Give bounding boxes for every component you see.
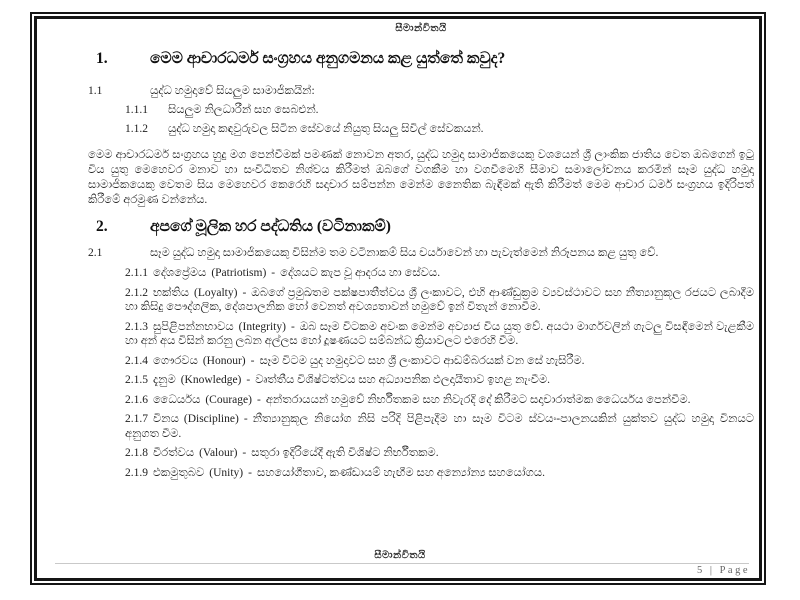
section-2-title: අපගේ මූලික හර පද්ධතිය (වටිනාකම්) [150, 218, 391, 235]
value-number: 2.1.2 [125, 286, 148, 299]
page-footer [45, 550, 755, 577]
value-desc: නීත්‍යානුකූල නියෝග නිසි පරිදි පිළිපැදීම හා සෑම විටම ස්වයං-පාලනයකින් යුක්තව යුද්ධ හමුදා විනයට අනුගත වීම. [125, 413, 754, 440]
section-2-heading [88, 216, 754, 237]
value-number: 2.1.1 [125, 267, 148, 279]
value-dash: - [248, 466, 252, 479]
clause-2-1 [88, 246, 754, 261]
value-dash: - [290, 320, 295, 333]
clause-1-1-2-text: යුද්ධ හමුදා කඳවුරුවල සිටින සේවයේ නියුතු සියලු සිවිල් සේවකයන්. [168, 123, 484, 135]
clause-1-1-text: යුද්ධ හමුදාවේ සියලුම සාමාජිකයින්: [150, 85, 315, 97]
value-desc: ඔබ සෑම විටකම අවංක මෙන්ම අව්‍යාජ විය යුතු වේ. අයථා මාර්ගවලින් ගැටලු විසඳීමෙන් වැළකීම හා අන් අය විසින් කරනු ලබන අල්ලස හෝ දූෂණයට සම්බන්ධ ක්‍රියාවලට එරෙහි වීම. [125, 320, 754, 347]
value-dash: - [242, 286, 247, 299]
value-english: (Patriotism) [211, 267, 267, 279]
clause-2-1-number: 2.1 [88, 247, 103, 259]
value-number: 2.1.6 [125, 393, 148, 406]
value-item-patriotism [125, 266, 754, 281]
clause-1-1-1 [125, 103, 754, 118]
value-dash: - [271, 267, 276, 279]
value-term: එකමුතුබව [153, 466, 205, 479]
section-2-number: 2. [96, 218, 108, 235]
value-number: 2.1.9 [125, 466, 148, 479]
value-item-loyalty [125, 286, 754, 315]
clause-2-1-text: සෑම යුද්ධ හමුදා සාමාජිකයෙකු විසින්ම තම වටිනාකම් සිය චර්යාවෙන් හා පැවැත්මෙන් නිරූපනය කළ යුතු වේ. [150, 247, 659, 259]
value-desc: දේශයට කැප වූ ආදරය හා සේවය. [280, 267, 441, 279]
value-item-courage [125, 393, 754, 408]
value-term: විනය [153, 413, 179, 425]
value-dash: - [243, 413, 248, 425]
value-item-knowledge [125, 373, 754, 388]
value-dash: - [250, 354, 255, 367]
clause-1-1-1-text: සියලුම නිලධාරීන් සහ සෙබළුන්. [168, 104, 319, 116]
scanned-page-frame [30, 12, 766, 585]
value-item-discipline [125, 412, 754, 441]
value-desc: වෘත්තීය විශිෂ්ටත්වය සහ අධ්‍යාපනික ඵලදායීතාව ඉහළ නැංවීම. [255, 374, 551, 386]
document-page [34, 16, 762, 581]
section-1-number: 1. [96, 50, 108, 67]
value-number: 2.1.3 [125, 320, 148, 333]
clause-1-1-1-number: 1.1.1 [125, 104, 148, 116]
value-term: දේශප්‍රේමය [153, 267, 207, 279]
value-english: (Integrity) [238, 320, 286, 333]
classification-footer: සීමාන්විතයි [374, 550, 426, 561]
value-number: 2.1.4 [125, 354, 148, 367]
value-english: (Courage) [205, 393, 252, 406]
value-item-unity [125, 466, 754, 481]
value-term: වීරත්වය [153, 447, 195, 459]
section-1-heading [88, 48, 754, 69]
section-1-title: මෙම ආචාරධර්ම සංග්‍රහය අනුගමනය කළ යුත්තේ කවුද? [150, 50, 506, 67]
footer-divider [55, 563, 749, 564]
value-item-valour [125, 446, 754, 461]
value-desc: සෑම විටම යුද හමුදාවට සහ ශ්‍රී ලංකාවට ආඩම්බරයක් වන සේ හැසිරීම. [259, 354, 585, 367]
value-desc: අන්තරායයන් හමුවේ නිර්භීතකම සහ නිවැරදි දේ කිරීමට සදාචාරාත්මක ධෛර්යය පෙන්වීම. [265, 393, 691, 406]
value-english: (Honour) [202, 354, 246, 367]
value-item-honour [125, 354, 754, 369]
clause-1-1-2-number: 1.1.2 [125, 123, 148, 135]
value-desc: ඔබගේ ප්‍රමුඛතම පක්ෂපාතීත්වය ශ්‍රී ලංකාවට, එහි ආණ්ඩුක්‍රම ව්‍යවස්ථාවට සහ නීත්‍යානුකූල රජයට ලබාදීම හා කිසිදු පෞද්ගලික, දේශපාලනික හෝ වෙනත් අවශ්‍යතාවන් හමුවේ ඉන් විතැන් නොවීම. [125, 286, 754, 313]
section-1-paragraph: මෙම ආචාරධර්ම සංග්‍රහය හුදු මග පෙන්වීමක් පමණක් නොවන අතර, යුද්ධ හමුදා සාමාජිකයෙකු වශයෙන් ශ්‍රී ලාංකික ජාතිය වෙත ඔබගෙන් ඉටු විය යුතු මෙහෙවර මනාව හා සංවිධිතව නිශ්චය කිරීමත් ඔබගේ වගකීම හා වගවීමෙහි සීමාව සමාලෝචනය කරමින් සෑම යුද්ධ හමුදා සාමාජිකයෙකු වෙතම සිය මෙහෙවර කෙරෙහි සදාචාර සම්පන්න මෙන්ම නෛතික බැඳීමක් ඇති කිරීමත් මෙම ආචාර ධර්ම සංග්‍රහය ඉදිරිපත් කිරීමේ අරමුණ වන්නේය. [88, 149, 754, 206]
value-english: (Valour) [199, 447, 238, 459]
value-dash: - [256, 393, 261, 406]
value-number: 2.1.7 [125, 413, 148, 425]
value-term: ගෞරවය [153, 354, 198, 367]
value-desc: සතුරා ඉදිරියේදී ඇති විශිෂ්ට නිර්භීතකම. [251, 447, 439, 459]
value-dash: - [242, 447, 247, 459]
value-item-integrity [125, 320, 754, 349]
value-desc: සහයෝගීතාව, කණ්ඩායම් හැඟීම සහ අන්‍යෝන්‍ය සහයෝගය. [256, 466, 545, 479]
clause-1-1 [88, 84, 754, 99]
classification-header: සීමාන්විතයි [395, 23, 447, 34]
clause-1-1-2 [125, 122, 754, 137]
value-term: දැනුම [153, 374, 176, 386]
value-number: 2.1.5 [125, 374, 148, 386]
value-english: (Knowledge) [180, 374, 242, 386]
value-english: (Loyalty) [194, 286, 238, 299]
value-term: භක්තිය [153, 286, 189, 299]
value-dash: - [246, 374, 251, 386]
clause-1-1-number: 1.1 [88, 85, 103, 97]
page-number: 5 | Page [696, 565, 750, 576]
value-english: (Unity) [209, 466, 244, 479]
value-number: 2.1.8 [125, 447, 148, 459]
value-english: (Discipline) [183, 413, 239, 425]
value-term: සුපිළිපන්නභාවය [153, 320, 234, 333]
value-term: ධෛර්යය [153, 393, 201, 406]
